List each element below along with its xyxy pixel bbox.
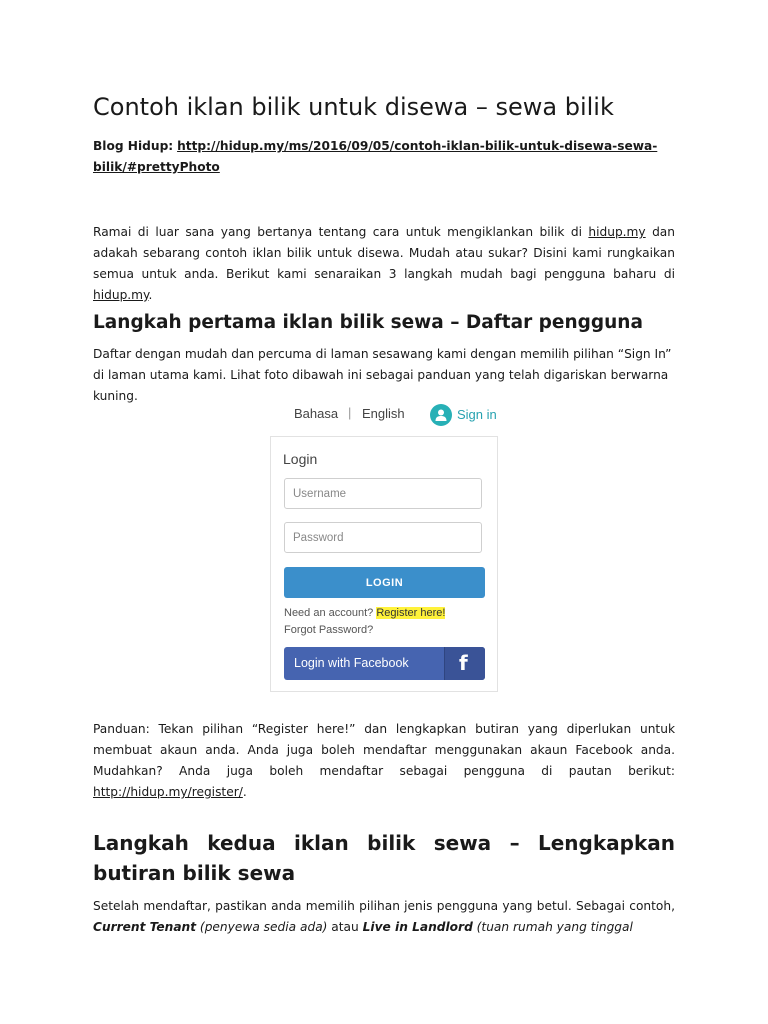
section2-heading: Langkah kedua iklan bilik sewa – Lengkapkan butiran bilik sewa xyxy=(93,831,675,885)
facebook-icon: f xyxy=(444,647,485,680)
section1-body: Daftar dengan mudah dan percuma di laman sesawang kami dengan memilih pilihan “Sign In” di laman utama kami. Lihat foto dibawah ini sebagai panduan yang telah digariskan berwarna kuning. xyxy=(93,347,672,403)
hidup-link-2[interactable]: hidup.my xyxy=(93,288,149,302)
lang-bahasa-link[interactable]: Bahasa xyxy=(294,406,339,421)
live-in-landlord-term: Live in Landlord xyxy=(362,920,473,934)
need-account-line: Need an account? Register here! xyxy=(284,607,446,619)
login-panel xyxy=(270,436,498,692)
intro-paragraph: Ramai di luar sana yang bertanya tentang cara untuk mengiklankan bilik di hidup.my dan adakah sebarang contoh iklan bilik untuk disewa. Mudah atau sukar? Disini kami rungkaikan semua untuk anda. Berikut kami senaraikan 3 langkah mudah bagi pengguna baharu di hidup.my. xyxy=(93,225,675,302)
login-screenshot-figure xyxy=(270,396,498,692)
section1-heading: Langkah pertama iklan bilik sewa – Daftar pengguna xyxy=(93,312,643,333)
blog-source xyxy=(93,136,675,178)
lang-english-link[interactable]: English xyxy=(362,406,405,421)
section2-body: Setelah mendaftar, pastikan anda memilih pilihan jenis pengguna yang betul. Sebagai contoh, Current Tenant (penyewa sedia ada) atau Live in Landlord (tuan rumah yang tinggal xyxy=(93,899,675,934)
user-icon[interactable] xyxy=(430,404,452,426)
blog-label: Blog Hidup: xyxy=(93,139,174,153)
language-bar xyxy=(270,396,498,432)
blog-url-link[interactable]: http://hidup.my/ms/2016/09/05/contoh-iklan-bilik-untuk-disewa-sewa-bilik/#prettyPhoto xyxy=(93,139,658,174)
facebook-login-button[interactable] xyxy=(284,647,485,680)
register-url-link[interactable]: http://hidup.my/register/ xyxy=(93,785,243,799)
sign-in-link[interactable]: Sign in xyxy=(457,407,497,422)
forgot-password-link[interactable]: Forgot Password? xyxy=(284,624,374,636)
lang-separator: | xyxy=(348,405,352,420)
login-title: Login xyxy=(283,451,318,467)
page-title: Contoh iklan bilik untuk disewa – sewa bilik xyxy=(93,93,614,121)
current-tenant-term: Current Tenant xyxy=(93,920,197,934)
username-input[interactable] xyxy=(284,478,482,509)
login-button[interactable]: LOGIN xyxy=(284,567,485,598)
register-here-link[interactable]: Register here! xyxy=(376,607,446,619)
facebook-login-label: Login with Facebook xyxy=(294,656,409,670)
password-input[interactable] xyxy=(284,522,482,553)
hidup-link-1[interactable]: hidup.my xyxy=(588,225,646,239)
panduan-paragraph: Panduan: Tekan pilihan “Register here!” dan lengkapkan butiran yang diperlukan untuk membuat akaun anda. Anda juga boleh mendaftar menggunakan akaun Facebook anda. Mudahkan? Anda juga boleh mendaftar sebagai pengguna di pautan berikut: http://hidup.my/register/. xyxy=(93,722,675,799)
